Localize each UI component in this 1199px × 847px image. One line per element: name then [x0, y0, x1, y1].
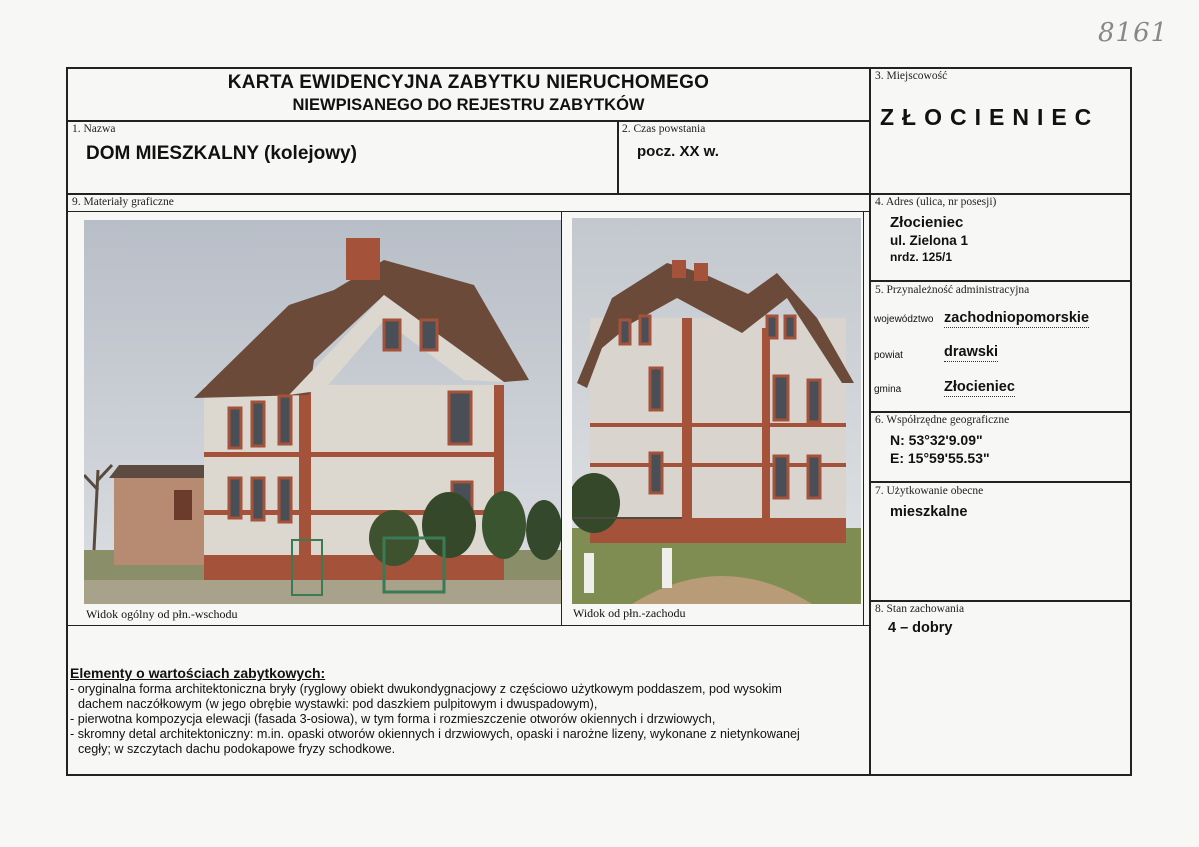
historic-element-item: - pierwotna kompozycja elewacji (fasada 3-osiowa), w tym forma i rozmieszczenie otworów okiennych i drzwiowych,	[70, 712, 716, 726]
commune-value: Złocieniec	[944, 379, 1015, 395]
address-line2: ul. Zielona 1	[890, 233, 969, 248]
catalog-number: 8161	[1098, 18, 1169, 48]
county-label: powiat	[874, 350, 903, 361]
usage-label: 7. Użytkowanie obecne	[875, 485, 984, 497]
historic-element-item: - skromny detal architektoniczny: m.in. opaski otworów okiennych i drzwiowych, opaski i narożne lizeny, wykonane z nietynkowanej	[70, 727, 800, 741]
card-subtitle: NIEWPISANEGO DO REJESTRU ZABYTKÓW	[292, 96, 645, 114]
historic-element-item: dachem naczółkowym (w jego obrębie wystawki: pod daszkiem pulpitowym i dwuspadowym),	[78, 697, 598, 711]
photo2-caption: Widok od płn.-zachodu	[573, 606, 686, 620]
county-value: drawski	[944, 344, 998, 360]
time-value: pocz. XX w.	[637, 143, 719, 160]
coordinates-label: 6. Współrzędne geograficzne	[875, 414, 1010, 426]
historic-element-item: - oryginalna forma architektoniczna bryły (ryglowy obiekt dwukondygnacjowy z częściowo użytkowym poddaszem, pod wysokim	[70, 682, 782, 696]
name-label: 1. Nazwa	[72, 123, 116, 135]
historic-elements-section	[70, 666, 870, 757]
historic-element-item: cegły; w szczytach dachu podokapowe fryzy schodkowe.	[78, 742, 396, 756]
address-line1: Złocieniec	[890, 214, 964, 231]
card-title: KARTA EWIDENCYJNA ZABYTKU NIERUCHOMEGO	[227, 72, 710, 93]
name-value: DOM MIESZKALNY (kolejowy)	[86, 143, 357, 164]
photo1-caption: Widok ogólny od płn.-wschodu	[86, 607, 238, 621]
house-illustration-1	[84, 220, 561, 604]
coordinate-n: N: 53°32'9.09"	[890, 432, 983, 448]
locality-label: 3. Miejscowość	[875, 70, 948, 82]
graphics-label: 9. Materiały graficzne	[72, 196, 174, 208]
historic-elements-heading: Elementy o wartościach zabytkowych:	[70, 665, 326, 681]
condition-value: 4 – dobry	[888, 620, 953, 636]
address-label: 4. Adres (ulica, nr posesji)	[875, 196, 997, 208]
administration-label: 5. Przynależność administracyjna	[875, 284, 1030, 296]
photo-northeast-view	[84, 220, 561, 604]
usage-value: mieszkalne	[890, 504, 968, 520]
voivodeship-value: zachodniopomorskie	[944, 310, 1090, 326]
coordinate-e: E: 15°59'55.53"	[890, 450, 990, 466]
condition-label: 8. Stan zachowania	[875, 603, 965, 615]
photo-northwest-view	[572, 218, 861, 604]
voivodeship-label: województwo	[874, 314, 934, 325]
locality-value: ZŁOCIENIEC	[880, 104, 1100, 130]
commune-label: gmina	[874, 384, 902, 395]
time-label: 2. Czas powstania	[622, 123, 706, 135]
address-line3: nrdz. 125/1	[890, 250, 953, 264]
house-illustration-2	[572, 218, 861, 604]
